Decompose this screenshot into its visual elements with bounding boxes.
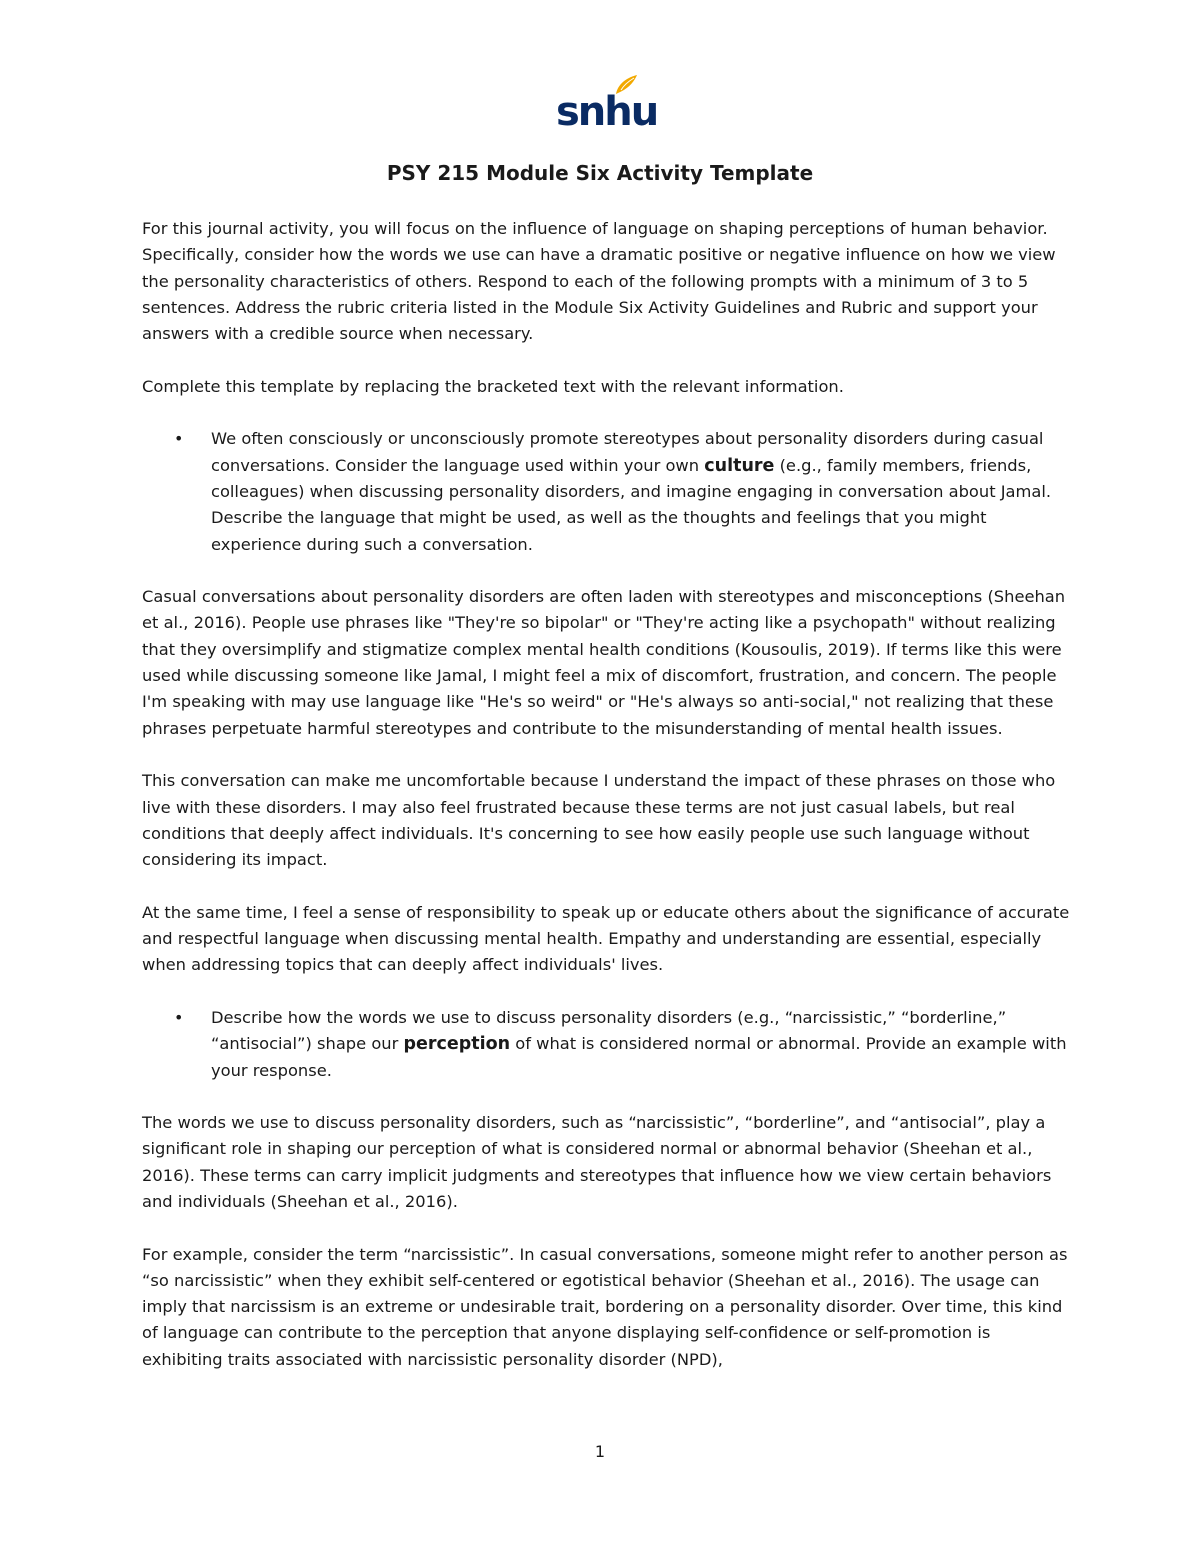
response-paragraph: This conversation can make me uncomfortable because I understand the impact of these phrases on those who live with these disorders. I may also feel frustrated because these terms are not just casual labels, but real conditions that deeply affect individuals. It's concerning to see how easily people use such language without considering its impact. — [142, 771, 1056, 870]
document-body — [142, 216, 1072, 1399]
prompt-text: Describe how the words we use to discuss personality disorders (e.g., “narcissistic,” “borderline,” “antisocial”) shape our — [211, 1007, 1007, 1054]
logo-wordmark: snhu — [556, 89, 658, 135]
prompt-text: We often consciously or unconsciously promote stereotypes about personality disorders during casual conversations. Consider the language used within your own — [211, 429, 1044, 475]
response-paragraph: For example, consider the term “narcissistic”. In casual conversations, someone might refer to another person as “so narcissistic” when they exhibit self-centered or egotistical behavior (Sheehan et al., 2016). The usage can imply that narcissism is an extreme or undesirable trait, bordering on a personality disorder. Over time, this kind of language can contribute to the perception that anyone displaying self-confidence or self-promotion is exhibiting traits associated with narcissistic personality disorder (NPD), — [142, 1244, 1068, 1369]
prompt-key-term: perception — [403, 1034, 511, 1055]
intro-paragraph: For this journal activity, you will focus on the influence of language on shaping perceptions of human behavior. Specifically, consider how the words we use can have a dramatic positive or negative influence on how we view the personality characteristics of others. Respond to each of the following prompts with a minimum of 3 to 5 sentences. Address the rubric criteria listed in the Module Six Activity Guidelines and Rubric and support your answers with a credible source when necessary. — [142, 219, 1056, 344]
bullet-icon: • — [174, 1007, 184, 1027]
prompt-bullet-1 — [142, 426, 1072, 557]
bullet-icon: • — [174, 429, 184, 449]
page-number: 1 — [594, 1442, 606, 1461]
snhu-logo — [556, 74, 658, 135]
prompt-key-term: culture — [704, 455, 775, 476]
document-title: PSY 215 Module Six Activity Template — [386, 161, 814, 185]
instruction-paragraph: Complete this template by replacing the bracketed text with the relevant information. — [142, 376, 844, 396]
prompt-text: of what is considered normal or abnormal. Provide an example with your response. — [211, 1034, 1067, 1080]
prompt-bullet-2 — [142, 1005, 1072, 1084]
response-paragraph: At the same time, I feel a sense of responsibility to speak up or educate others about the significance of accurate and respectful language when discussing mental health. Empathy and understanding are essential, especially when addressing topics that can deeply affect individuals' lives. — [142, 902, 1070, 975]
response-paragraph: Casual conversations about personality disorders are often laden with stereotypes and misconceptions (Sheehan et al., 2016). People use phrases like "They're so bipolar" or "They're acting like a psychopath" without realizing that they oversimplify and stigmatize complex mental health conditions (Kousoulis, 2019). If terms like this were used while discussing someone like Jamal, I might feel a mix of discomfort, frustration, and concern. The people I'm speaking with may use language like "He's so weird" or "He's always so anti-social," not realizing that these phrases perpetuate harmful stereotypes and contribute to the misunderstanding of mental health issues. — [142, 587, 1066, 738]
prompt-text: (e.g., family members, friends, colleagues) when discussing personality disorders, and imagine engaging in conversation about Jamal. Describe the language that might be used, as well as the thoughts and feelings that you might experience during such a conversation. — [211, 455, 1052, 554]
response-paragraph: The words we use to discuss personality disorders, such as “narcissistic”, “borderline”, and “antisocial”, play a significant role in shaping our perception of what is considered normal or abnormal behavior (Sheehan et al., 2016). These terms can carry implicit judgments and stereotypes that influence how we view certain behaviors and individuals (Sheehan et al., 2016). — [142, 1113, 1052, 1211]
